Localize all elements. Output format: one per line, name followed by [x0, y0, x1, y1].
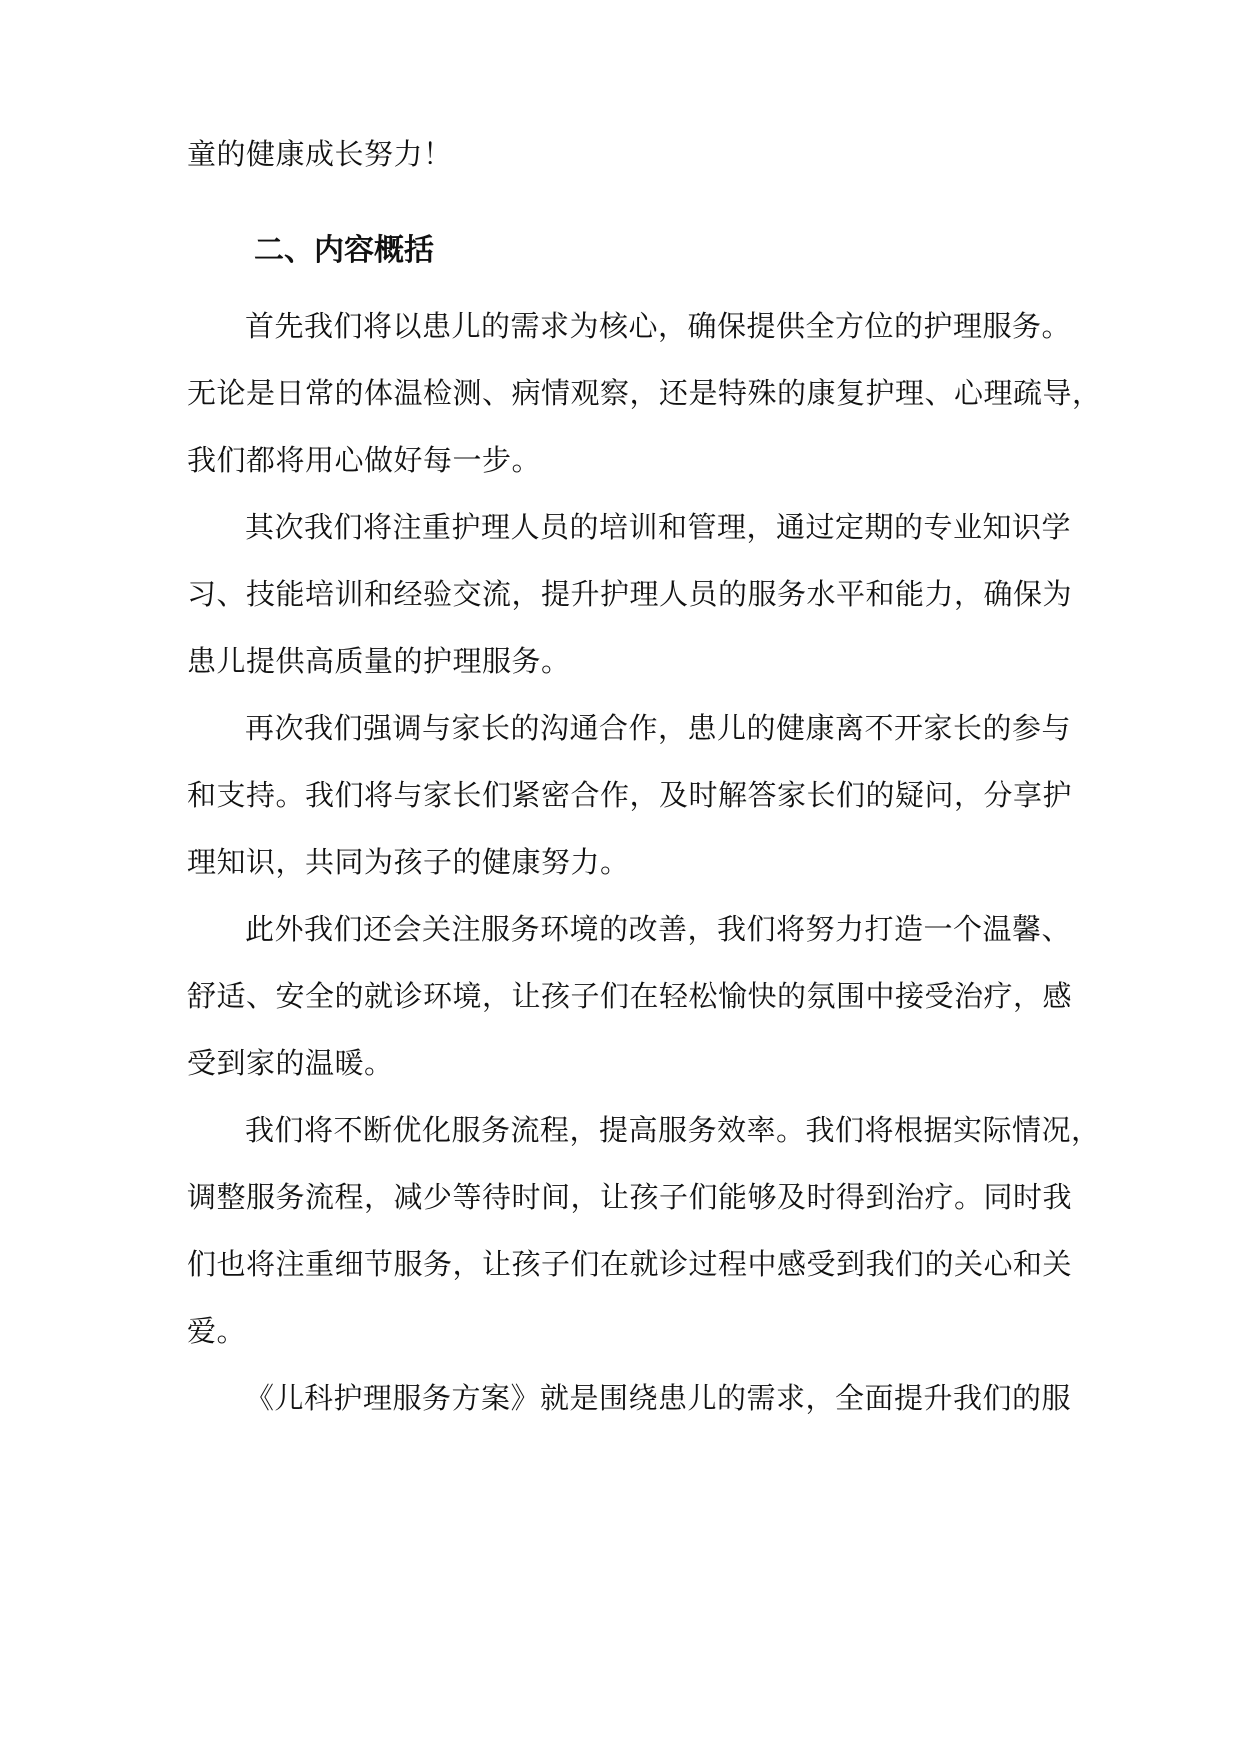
paragraph-line: 舒适、安全的就诊环境，让孩子们在轻松愉快的氛围中接受治疗，感	[187, 979, 1073, 1013]
paragraph-line: 《儿科护理服务方案》就是围绕患儿的需求，全面提升我们的服	[245, 1381, 1072, 1415]
paragraph-line: 我们将不断优化服务流程，提高服务效率。我们将根据实际情况，	[245, 1113, 1101, 1147]
section-heading: 二、内容概括	[254, 233, 434, 268]
paragraph-line: 们也将注重细节服务，让孩子们在就诊过程中感受到我们的关心和关	[187, 1247, 1073, 1281]
paragraph-line: 爱。	[187, 1314, 247, 1348]
paragraph-line: 受到家的温暖。	[187, 1046, 394, 1080]
paragraph-line: 无论是日常的体温检测、病情观察，还是特殊的康复护理、心理疏导，	[187, 376, 1102, 410]
paragraph-line: 再次我们强调与家长的沟通合作，患儿的健康离不开家长的参与	[245, 711, 1072, 745]
paragraph-line: 习、技能培训和经验交流，提升护理人员的服务水平和能力，确保为	[187, 577, 1073, 611]
paragraph-line: 首先我们将以患儿的需求为核心，确保提供全方位的护理服务。	[245, 309, 1072, 343]
paragraph-line: 和支持。我们将与家长们紧密合作，及时解答家长们的疑问，分享护	[187, 778, 1073, 812]
paragraph-line: 患儿提供高质量的护理服务。	[187, 644, 571, 678]
paragraph-line: 此外我们还会关注服务环境的改善，我们将努力打造一个温馨、	[245, 912, 1072, 946]
paragraph-line: 我们都将用心做好每一步。	[187, 443, 542, 477]
paragraph-line: 理知识，共同为孩子的健康努力。	[187, 845, 630, 879]
text-line: 童的健康成长努力！	[187, 137, 453, 171]
paragraph-line: 调整服务流程，减少等待时间，让孩子们能够及时得到治疗。同时我	[187, 1180, 1073, 1214]
paragraph-line: 其次我们将注重护理人员的培训和管理，通过定期的专业知识学	[245, 510, 1072, 544]
